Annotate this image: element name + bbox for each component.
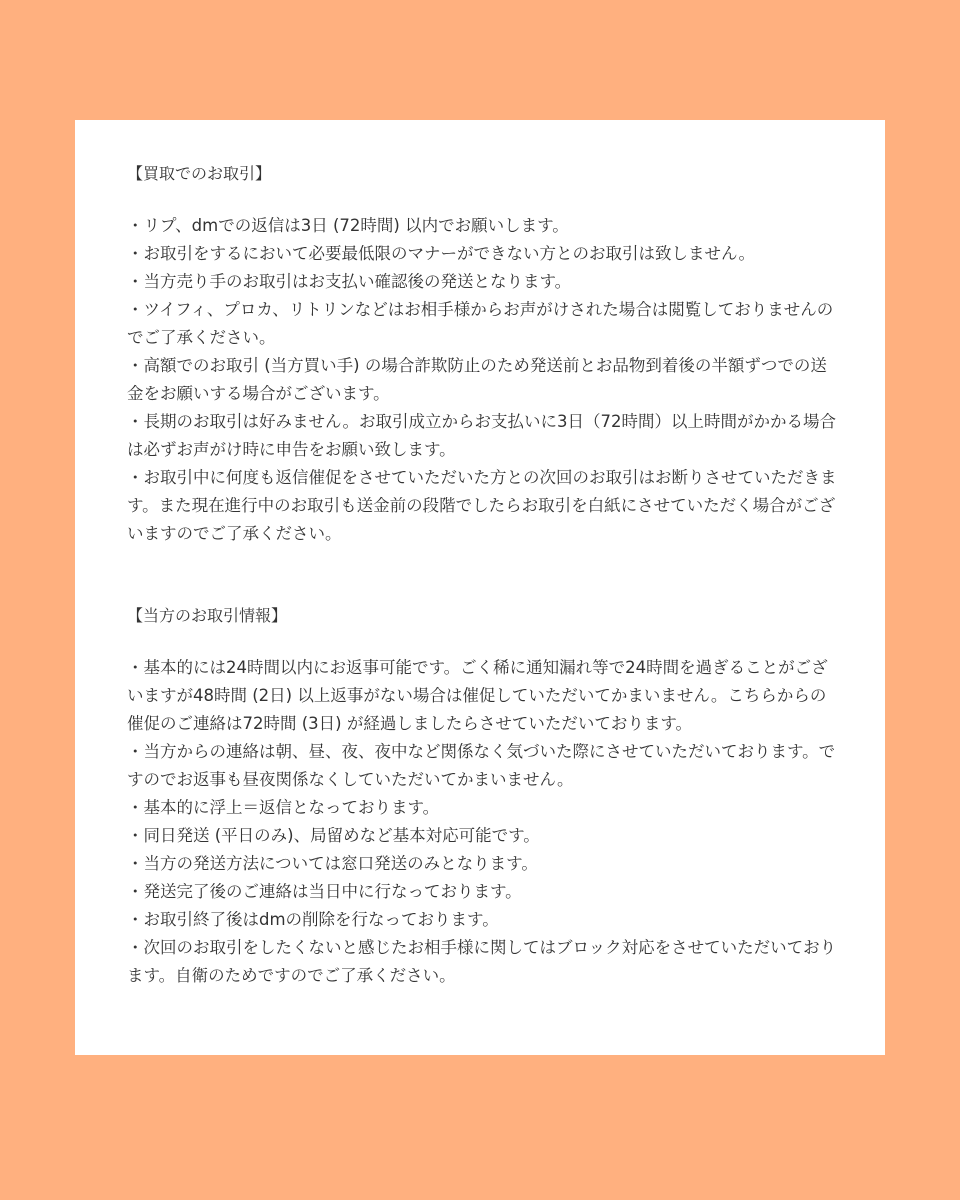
list-item: ・次回のお取引をしたくないと感じたお相手様に関してはブロック対応をさせていただいております。自衛のためですのでご了承ください。: [127, 938, 837, 985]
list-item: ・高額でのお取引 (当方買い手) の場合詐欺防止のため発送前とお品物到着後の半額ずつでの送金をお願いする場合がございます。: [127, 356, 827, 403]
list-item: ・基本的には24時間以内にお返事可能です。ごく稀に通知漏れ等で24時間を過ぎることがございますが48時間 (2日) 以上返事がない場合は催促していただいてかまいません。こちらからの催促のご連絡は72時間 (3日) が経過しましたらさせていただいております。: [127, 658, 828, 733]
list-item: ・ツイフィ、プロカ、リトリンなどはお相手様からお声がけされた場合は閲覧しておりませんのでご了承ください。: [127, 300, 834, 347]
list-item: ・長期のお取引は好みません。お取引成立からお支払いに3日（72時間）以上時間がかかる場合は必ずお声がけ時に申告をお願い致します。: [127, 412, 836, 459]
section-title-info: 【当方のお取引情報】: [127, 606, 288, 625]
list-item: ・当方の発送方法については窓口発送のみとなります。: [127, 854, 538, 873]
list-item: ・基本的に浮上＝返信となっております。: [127, 798, 440, 817]
purchase-rules-list: [127, 212, 837, 548]
list-item: ・発送完了後のご連絡は当日中に行なっております。: [127, 882, 522, 901]
list-item: ・リプ、dmでの返信は3日 (72時間) 以内でお願いします。: [127, 216, 569, 235]
section-purchase: [127, 160, 837, 548]
info-rules-list: [127, 654, 837, 990]
list-item: ・当方からの連絡は朝、昼、夜、夜中など関係なく気づいた際にさせていただいております。ですのでお返事も昼夜関係なくしていただいてかまいません。: [127, 742, 836, 789]
list-item: ・お取引をするにおいて必要最低限のマナーができない方とのお取引は致しません。: [127, 244, 755, 263]
notice-card: [75, 120, 885, 1055]
list-item: ・当方売り手のお取引はお支払い確認後の発送となります。: [127, 272, 572, 291]
list-item: ・同日発送 (平日のみ)、局留めなど基本対応可能です。: [127, 826, 540, 845]
list-item: ・お取引終了後はdmの削除を行なっております。: [127, 910, 499, 929]
section-info: [127, 602, 837, 990]
section-title-purchase: 【買取でのお取引】: [127, 164, 272, 183]
list-item: ・お取引中に何度も返信催促をさせていただいた方との次回のお取引はお断りさせていただきます。また現在進行中のお取引も送金前の段階でしたらお取引を白紙にさせていただく場合がございますのでご了承ください。: [127, 468, 837, 543]
